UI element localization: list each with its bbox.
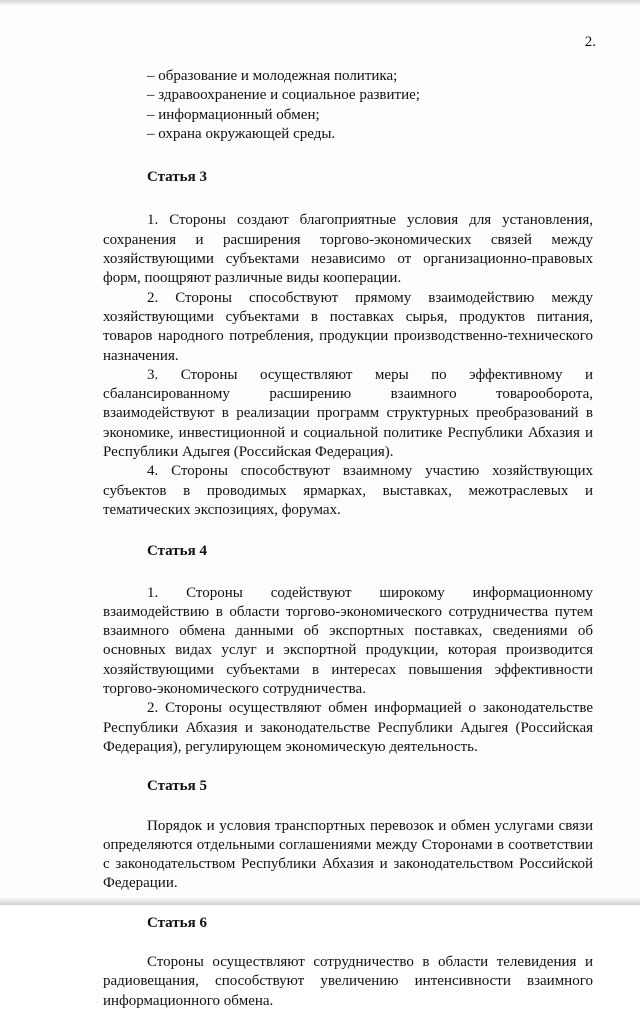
article-3-paragraph-4: 4. Стороны способствуют взаимному участию хозяйствующих субъектов в проводимых ярмарках, выставках, межотраслевых и тематических экспозициях, форумах.	[103, 463, 593, 518]
intro-list	[103, 67, 593, 144]
article-3-paragraph-2: 2. Стороны способствуют прямому взаимодействию между хозяйствующими субъектами в поставках сырья, продуктов питания, товаров народного потребления, продукции производственно-технического назначения.	[103, 289, 593, 364]
article-4-paragraph-2: 2. Стороны осуществляют обмен информацией о законодательстве Республики Абхазия и законодательстве Республики Адыгея (Российская Федерация), регулирующем экономическую деятельность.	[103, 700, 593, 755]
spacer	[103, 757, 593, 777]
article-3-paragraph-3: 3. Стороны осуществляют меры по эффективному и сбалансированному расширению взаимного товарооборота, взаимодействуют в реализации программ структурных преобразований в экономике, инвестиционной и социальной политике Республики Абхазия и Республики Адыгея (Российская Федерация).	[103, 366, 593, 461]
article-3-paragraph-1: 1. Стороны создают благоприятные условия для установления, сохранения и расширения торгово-экономических связей между хозяйствующими субъектами независимо от организационно-правовых форм, поощряют различные виды кооперации.	[103, 212, 593, 287]
document-body	[103, 67, 593, 1011]
list-item: – охрана окружающей среды.	[147, 125, 336, 142]
scan-bottom-edge	[0, 897, 640, 905]
spacer	[103, 562, 593, 584]
article-4-paragraph-1: 1. Стороны содействуют широкому информационному взаимодействию в области торгово-экономического сотрудничества путем взаимного обмена данными об экспортных поставках, сведениями об основных видах услуг и экспортной продукции, которая производится хозяйствующими субъектами в интересах повышения эффективности торгово-экономического сотрудничества.	[103, 584, 593, 698]
spacer	[103, 797, 593, 817]
list-item: – здравоохранение и социальное развитие;	[147, 87, 420, 104]
scan-top-edge	[0, 0, 640, 6]
list-item: – образование и молодежная политика;	[147, 68, 398, 84]
article-3-heading: Статья 3	[147, 169, 207, 186]
article-6-heading: Статья 6	[147, 914, 207, 931]
spacer	[103, 520, 593, 542]
article-5-paragraph-1: Порядок и условия транспортных перевозок и обмен услугами связи определяются отдельными соглашениями между Сторонами в соответствии с законодательством Республики Абхазия и законодательством Российской Федерации.	[103, 817, 593, 892]
spacer	[103, 144, 593, 168]
spacer	[103, 187, 593, 211]
page-number: 2.	[584, 34, 596, 50]
article-6-paragraph-1: Стороны осуществляют сотрудничество в области телевидения и радиовещания, способствуют увеличению интенсивности взаимного информационного обмена.	[103, 953, 593, 1009]
list-item: – информационный обмен;	[147, 106, 320, 123]
article-4-heading: Статья 4	[147, 543, 207, 560]
article-5-heading: Статья 5	[147, 778, 207, 795]
spacer	[103, 933, 593, 953]
